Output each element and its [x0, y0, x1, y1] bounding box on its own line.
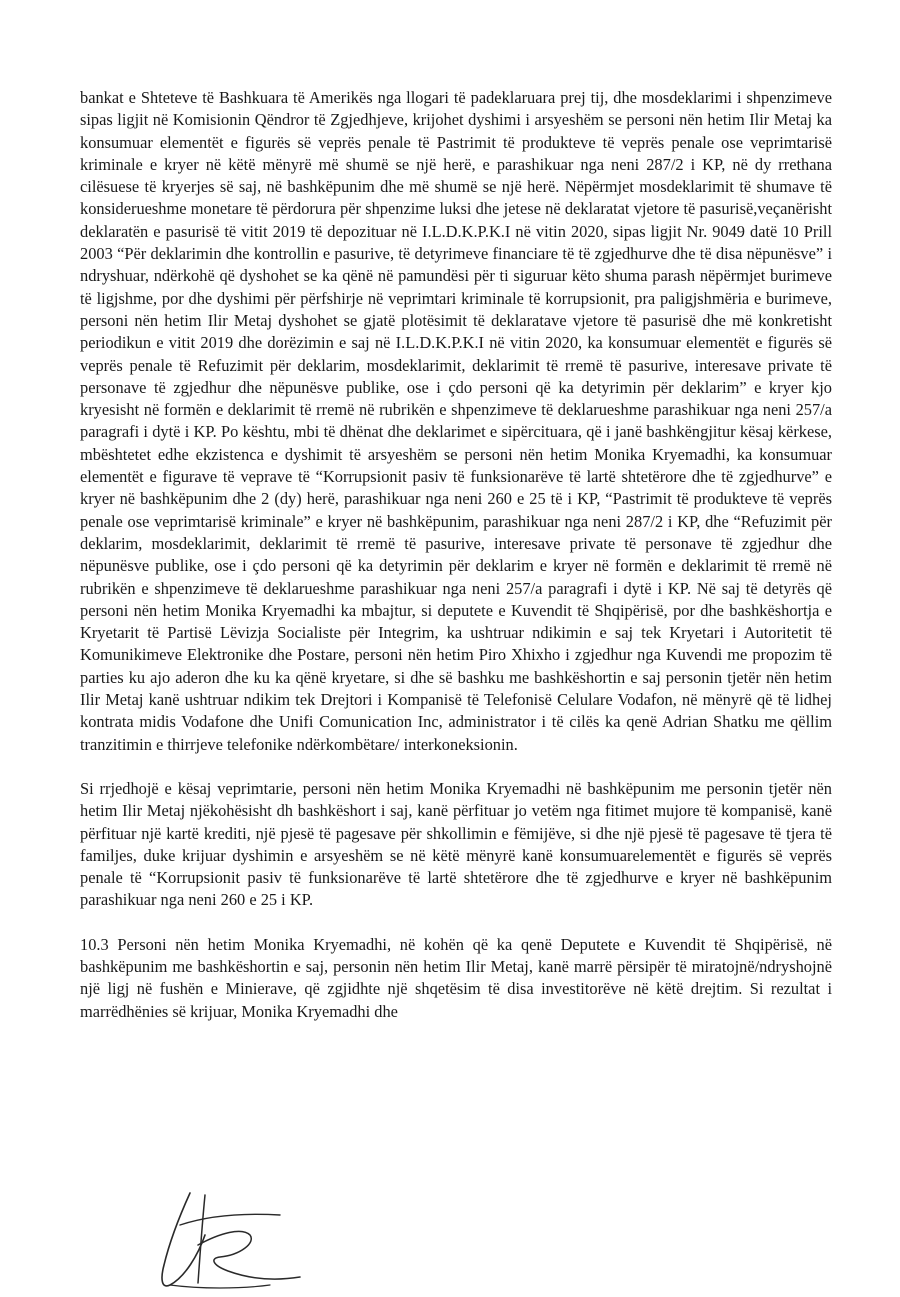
document-body: [80, 87, 832, 1023]
paragraph-1: bankat e Shteteve të Bashkuara të Amerikës nga llogari të padeklaruara prej tij, dhe mosdeklarimi i shpenzimeve sipas ligjit në Komisionin Qëndror të Zgjedhjeve, krijohet dyshimi i arsyeshëm se personi nën hetim Ilir Metaj ka konsumuar elementët e figurës së veprës penale të Pastrimit të produkteve të veprës penale ose veprimtarisë kriminale e kryer në këtë mënyrë më shumë se një herë, e parashikuar nga neni 287/2 i KP, në dy rrethana cilësuese të kryerjes së saj, në bashkëpunim dhe më shumë se një herë. Nëpërmjet mosdeklarimit të shumave të konsiderueshme monetare të përdorura për shpenzime luksi dhe jetese në deklaratat vjetore të pasurisë,veçanërisht deklaratën e pasurisë të vitit 2019 të depozituar në I.L.D.K.P.K.I në vitin 2020, sipas ligjit Nr. 9049 datë 10 Prill 2003 “Për deklarimin dhe kontrollin e pasurive, të detyrimeve financiare të të zgjedhurve dhe të disa nëpunësve” i ndryshuar, ndërkohë që dyshohet se ka qënë në pamundësi për ti siguruar këto shuma parash nëpërmjet burimeve të ligjshme, por dhe dyshimi për përfshirje në veprimtari kriminale të korrupsionit, pra paligjshmëria e burimeve, personi nën hetim Ilir Metaj dyshohet se gjatë plotësimit të deklaratave vjetore të pasurisë dhe më konkretisht periodikun e vitit 2019 dhe dorëzimin e saj në I.L.D.K.P.K.I në vitin 2020, ka konsumuar elementët e figurës së veprës penale të Refuzimit për deklarim, mosdeklarimit, deklarimit të rremë të pasurive, interesave private të personave të zgjedhur dhe nëpunësve publike, ose i çdo personi që ka detyrimin për deklarim” e kryer kjo kryesisht në formën e deklarimit të rremë në rubrikën e shpenzimeve të deklarueshme parashikuar nga neni 257/a paragrafi i dytë i KP. Po kështu, mbi të dhënat dhe deklarimet e sipërcituara, që i janë bashkëngjitur kësaj kërkese, mbështetet edhe ekzistenca e dyshimit të arsyeshëm se personi nën hetim Monika Kryemadhi, ka konsumuar elementët e figurave të veprave të “Korrupsionit pasiv të funksionarëve të lartë shtetërore dhe të zgjedhurve” e kryer në bashkëpunim dhe 2 (dy) herë, parashikuar nga neni 260 e 25 të i KP, “Pastrimit të produkteve të veprës penale ose veprimtarisë kriminale” e kryer në bashkëpunim, parashikuar nga neni 287/2 i KP, dhe “Refuzimit për deklarim, mosdeklarimit, deklarimit të rremë të pasurive, interesave private të personave të zgjedhur dhe nëpunësve publike, ose i çdo personi që ka detyrimin për deklarim e kryer në formën e deklarimit të rremë në rubrikën e shpenzimeve të deklarueshme parashikuar nga neni 257/a paragrafi i dytë i KP. Në saj të detyrës që personi nën hetim Monika Kryemadhi ka mbajtur, si deputete e Kuvendit të Shqipërisë, por dhe bashkëshortja e Kryetarit të Partisë Lëvizja Socialiste për Integrim, ka ushtruar ndikimin e saj tek Kryetari i Autoritetit të Komunikimeve Elektronike dhe Postare, personi nën hetim Piro Xhixho i zgjedhur nga Kuvendi me propozim të parties ku ajo aderon dhe ku ka qënë kryetare, si dhe së bashku me bashkëshortin e saj personin tjetër nën hetim Ilir Metaj kanë ushtruar ndikim tek Drejtori i Kompanisë të Telefonisë Celulare Vodafon, në mënyrë që të lidhej kontrata midis Vodafone dhe Unifi Comunication Inc, administrator i të cilës ka qenë Adrian Shatku me qëllim tranzitimin e thirrjeve telefonike ndërkombëtare/ interkoneksionin.: [80, 88, 832, 754]
paragraph-3: 10.3 Personi nën hetim Monika Kryemadhi, në kohën që ka qenë Deputete e Kuvendit të Shqipërisë, në bashkëpunim me bashkëshortin e saj, personin nën hetim Ilir Metaj, kanë marrë përsipër të miratojnë/ndryshojnë një ligj në fushën e Minierave, që zgjidhte një shqetësim të disa investitorëve në këtë drejtim. Si rezultat i marrëdhënies së krijuar, Monika Kryemadhi dhe: [80, 934, 832, 1021]
handwritten-signature: [150, 1185, 310, 1295]
paragraph-2: Si rrjedhojë e kësaj veprimtarie, personi nën hetim Monika Kryemadhi në bashkëpunim me personin tjetër nën hetim Ilir Metaj njëkohësisht dh bashkëshort i saj, kanë përfituar jo vetëm nga fitimet mujore të kompanisë, kanë përfituar një kartë krediti, një pjesë të pagesave për shkollimin e fëmijëve, si dhe një pjesë të pagesave të tjera të familjes, duke krijuar dyshimin e arsyeshëm se në këtë mënyrë kanë konsumuarelementët e figurës së veprës penale të “Korrupsionit pasiv të funksionarëve të lartë shtetërore dhe të zgjedhurve e kryer në bashkëpunim parashikuar nga neni 260 e 25 i KP.: [80, 778, 832, 910]
